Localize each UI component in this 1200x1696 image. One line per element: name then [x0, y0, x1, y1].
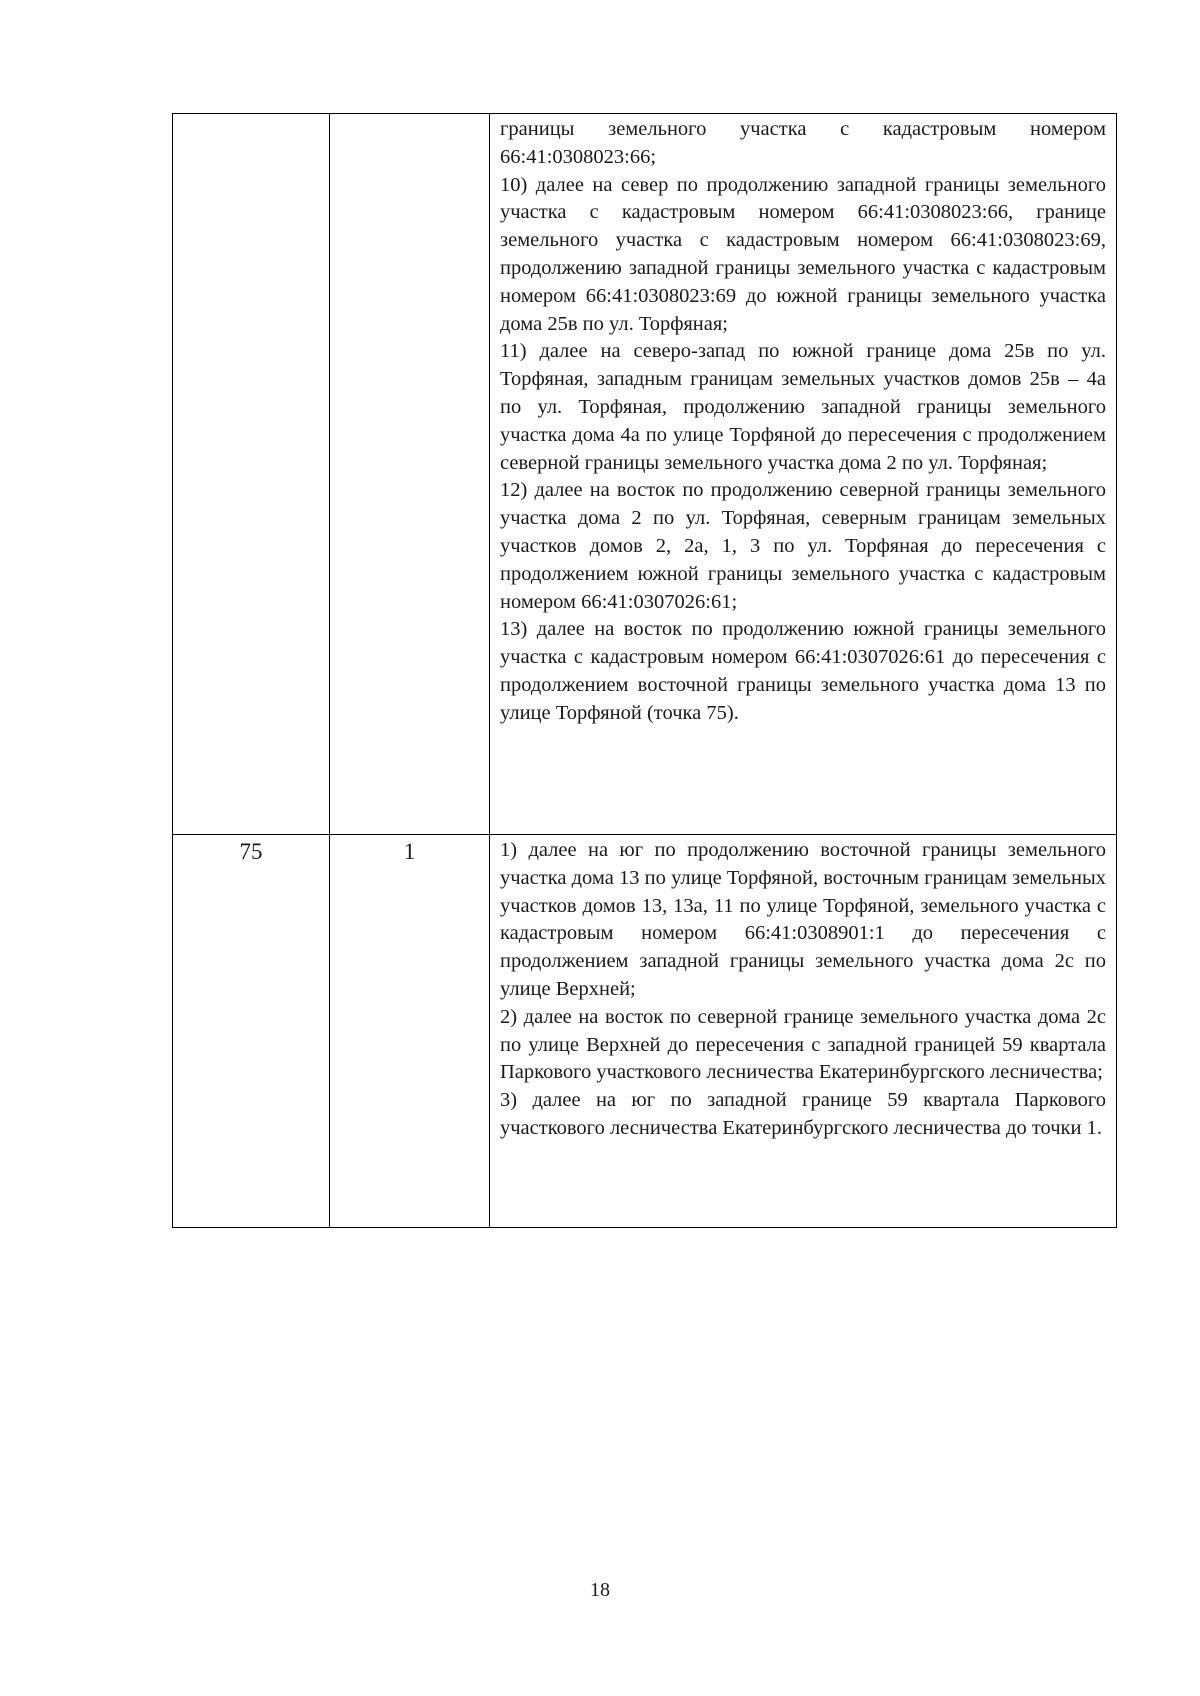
boundary-paragraph: 1) далее на юг по продолжению восточной границы земельного участка дома 13 по улице Торфяной, восточным границам земельных участков домов 13, 13а, 11 по улице Торфяной, земельного участка с кадастровым номером 66:41:0308901:1 до пересечения с продолжением западной границы земельного участка дома 2с по улице Верхней; — [500, 839, 1106, 1000]
boundary-paragraph: 2) далее на восток по северной границе земельного участка дома 2с по улице Верхней до пересечения с западной границей 59 квартала Паркового участкового лесничества Екатеринбургского лесничества; — [500, 1005, 1106, 1084]
to-point-cell — [330, 114, 490, 835]
boundary-paragraph: границы земельного участка с кадастровым номером 66:41:0308023:66; — [500, 118, 1106, 168]
boundary-paragraph: 11) далее на северо-запад по южной границе дома 25в по ул. Торфяная, западным границам земельных участков домов 25в – 4а по ул. Торфяная, продолжению западной границы земельного участка дома 4а по улице Торфяной до пересечения с продолжением северной границы земельного участка дома 2 по ул. Торфяная; — [500, 340, 1106, 474]
boundary-description-table — [172, 113, 1117, 1228]
boundary-description-cell — [490, 835, 1117, 1228]
table-row — [173, 114, 1117, 835]
from-point-cell: 75 — [173, 835, 330, 1228]
boundary-description-cell — [490, 114, 1117, 835]
table-row — [173, 835, 1117, 1228]
to-point-cell: 1 — [330, 835, 490, 1228]
boundary-paragraph: 3) далее на юг по западной границе 59 квартала Паркового участкового лесничества Екатеринбургского лесничества до точки 1. — [500, 1089, 1106, 1139]
page-number: 18 — [590, 1579, 610, 1601]
boundary-paragraph: 10) далее на север по продолжению западной границы земельного участка с кадастровым номером 66:41:0308023:66, границе земельного участка с кадастровым номером 66:41:0308023:69, продолжению западной границы земельного участка с кадастровым номером 66:41:0308023:69 до южной границы земельного участка дома 25в по ул. Торфяная; — [500, 173, 1106, 335]
boundary-paragraph: 13) далее на восток по продолжению южной границы земельного участка с кадастровым номером 66:41:0307026:61 до пересечения с продолжением восточной границы земельного участка дома 13 по улице Торфяной (точка 75). — [500, 618, 1106, 724]
from-point-cell — [173, 114, 330, 835]
boundary-paragraph: 12) далее на восток по продолжению северной границы земельного участка дома 2 по ул. Торфяная, северным границам земельных участков домов 2, 2а, 1, 3 по ул. Торфяная до пересечения с продолжением южной границы земельного участка с кадастровым номером 66:41:0307026:61; — [500, 479, 1106, 613]
